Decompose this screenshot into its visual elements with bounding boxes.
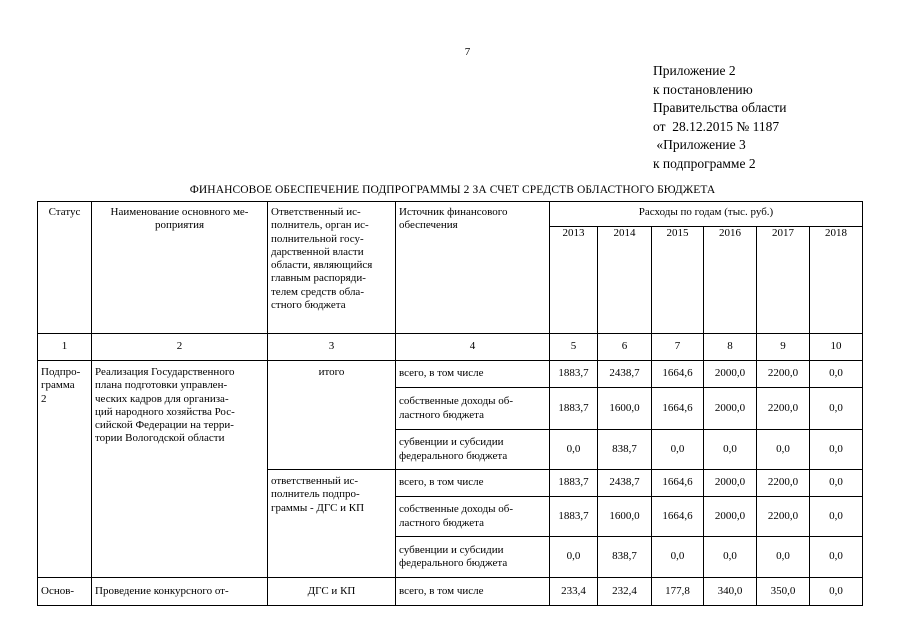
header-responsible: Ответственный ис- полнитель, орган ис- полнительной госу- дарственной власти области, являющийся главным распоряди- телем средств обла- стного бюджета <box>268 202 396 334</box>
expense-value: 0,0 <box>810 537 863 578</box>
expense-value: 1664,6 <box>652 497 704 537</box>
responsible-executor: ответственный ис- полнитель подпро- граммы - ДГС и КП <box>268 470 396 578</box>
expense-value: 2438,7 <box>598 470 652 497</box>
expense-value: 0,0 <box>810 388 863 430</box>
expense-value: 1664,6 <box>652 361 704 388</box>
header-year: 2018 <box>810 227 863 334</box>
header-funding-source: Источник финансового обеспечения <box>396 202 550 334</box>
expense-value: 2200,0 <box>757 470 810 497</box>
expense-value: 2200,0 <box>757 361 810 388</box>
expense-value: 1883,7 <box>550 497 598 537</box>
header-expenses: Расходы по годам (тыс. руб.) <box>550 202 863 227</box>
expense-value: 0,0 <box>704 430 757 470</box>
subprogram-status: Подпро- грамма 2 <box>38 361 92 578</box>
subprogram-name: Реализация Государственного плана подготовки управлен- ческих кадров для организа- ций народного хозяйства Рос- сийской Федерации на терри- тории Вологодской области <box>92 361 268 578</box>
funding-source: субвенции и субсидии федерального бюджета <box>396 537 550 578</box>
appendix-line: «Приложение 3 <box>653 137 746 152</box>
table-row <box>38 202 863 227</box>
expense-value: 0,0 <box>810 497 863 537</box>
expense-value: 838,7 <box>598 430 652 470</box>
appendix-line: от 28.12.2015 № 1187 <box>653 118 780 134</box>
expense-value: 2000,0 <box>704 388 757 430</box>
responsible-executor: итого <box>268 361 396 470</box>
appendix-header <box>653 62 786 173</box>
expense-value: 0,0 <box>757 430 810 470</box>
header-year: 2016 <box>704 227 757 334</box>
expense-value: 0,0 <box>810 470 863 497</box>
header-year: 2015 <box>652 227 704 334</box>
column-number: 1 <box>38 334 92 361</box>
expense-value: 2000,0 <box>704 470 757 497</box>
document-title: ФИНАНСОВОЕ ОБЕСПЕЧЕНИЕ ПОДПРОГРАММЫ 2 ЗА СЧЕТ СРЕДСТВ ОБЛАСТНОГО БЮДЖЕТА <box>189 184 716 196</box>
funding-source: собственные доходы об- ластного бюджета <box>396 388 550 430</box>
header-activity-name: Наименование основного ме- роприятия <box>92 202 268 334</box>
expense-value: 0,0 <box>810 430 863 470</box>
expense-value: 233,4 <box>550 578 598 606</box>
expense-value: 0,0 <box>810 361 863 388</box>
funding-source: всего, в том числе <box>396 361 550 388</box>
column-number: 3 <box>268 334 396 361</box>
funding-source: всего, в том числе <box>396 578 550 606</box>
expense-value: 2438,7 <box>598 361 652 388</box>
table-row <box>38 334 863 361</box>
expense-value: 0,0 <box>652 537 704 578</box>
expense-value: 1664,6 <box>652 470 704 497</box>
expense-value: 838,7 <box>598 537 652 578</box>
activity-name: Проведение конкурсного от- <box>92 578 268 606</box>
column-number: 2 <box>92 334 268 361</box>
column-number: 6 <box>598 334 652 361</box>
expense-value: 0,0 <box>757 537 810 578</box>
expense-value: 0,0 <box>810 578 863 606</box>
appendix-line: Приложение 2 <box>653 63 736 78</box>
expense-value: 0,0 <box>652 430 704 470</box>
column-number: 8 <box>704 334 757 361</box>
expense-value: 1600,0 <box>598 388 652 430</box>
column-number: 7 <box>652 334 704 361</box>
funding-source: собственные доходы об- ластного бюджета <box>396 497 550 537</box>
header-year: 2017 <box>757 227 810 334</box>
column-number: 5 <box>550 334 598 361</box>
column-number: 4 <box>396 334 550 361</box>
expense-value: 232,4 <box>598 578 652 606</box>
header-year: 2013 <box>550 227 598 334</box>
financing-table <box>37 201 863 606</box>
expense-value: 1600,0 <box>598 497 652 537</box>
expense-value: 2000,0 <box>704 361 757 388</box>
funding-source: всего, в том числе <box>396 470 550 497</box>
appendix-line: к подпрограмме 2 <box>653 155 756 171</box>
funding-source: субвенции и субсидии федерального бюджета <box>396 430 550 470</box>
expense-value: 0,0 <box>704 537 757 578</box>
expense-value: 2200,0 <box>757 388 810 430</box>
table-row <box>38 361 863 388</box>
appendix-line: к постановлению <box>653 81 753 97</box>
column-number: 10 <box>810 334 863 361</box>
header-status: Статус <box>38 202 92 334</box>
expense-value: 1664,6 <box>652 388 704 430</box>
page-number: 7 <box>464 46 471 58</box>
expense-value: 2200,0 <box>757 497 810 537</box>
expense-value: 1883,7 <box>550 388 598 430</box>
table-row <box>38 578 863 606</box>
expense-value: 1883,7 <box>550 361 598 388</box>
header-year: 2014 <box>598 227 652 334</box>
expense-value: 1883,7 <box>550 470 598 497</box>
expense-value: 350,0 <box>757 578 810 606</box>
activity-status: Основ- <box>38 578 92 606</box>
expense-value: 2000,0 <box>704 497 757 537</box>
expense-value: 340,0 <box>704 578 757 606</box>
expense-value: 177,8 <box>652 578 704 606</box>
expense-value: 0,0 <box>550 430 598 470</box>
expense-value: 0,0 <box>550 537 598 578</box>
column-number: 9 <box>757 334 810 361</box>
appendix-line: Правительства области <box>653 100 787 115</box>
responsible-executor: ДГС и КП <box>268 578 396 606</box>
